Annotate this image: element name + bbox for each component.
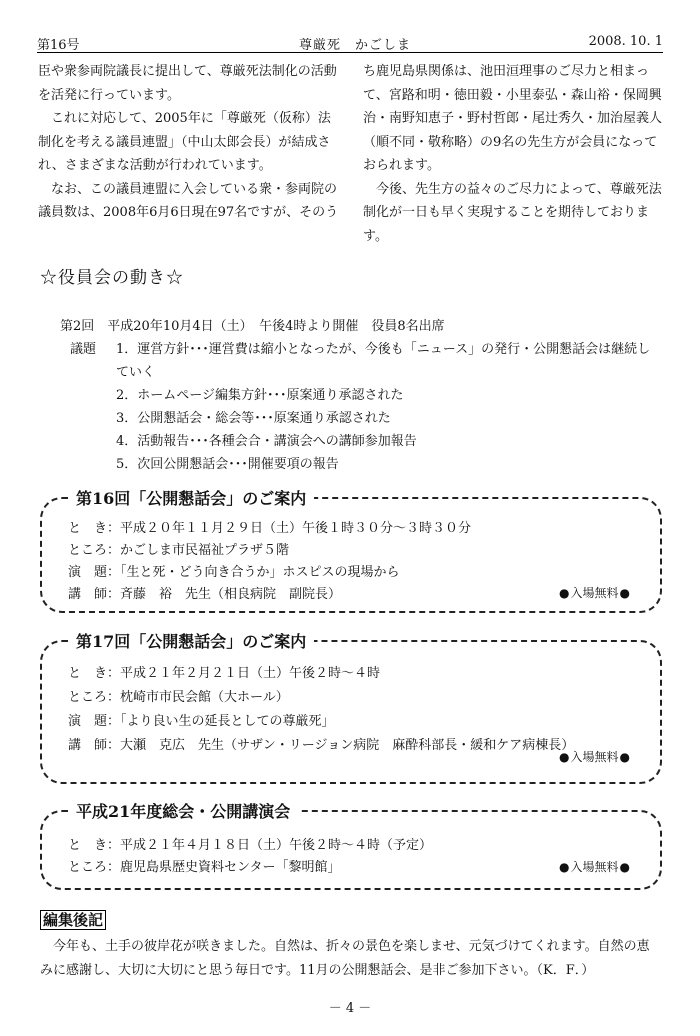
event-topic: 演 題：「より良い生の延長としての尊厳死」 [68, 714, 335, 729]
article-paragraph: なお、この議員連盟に入会している衆・参両院の議員数は、2008年6月6日現在97名ですが、そのう [38, 181, 339, 220]
event-box-16th-meeting [40, 489, 662, 613]
event-datetime: と き：平成２１年２月２１日（土）午後２時～４時 [68, 666, 381, 681]
agenda-item: 4．活動報告･･･各種会合・講演会への講師参加報告 [116, 434, 417, 449]
free-admission-badge: ● 入場無料 ● [559, 858, 630, 875]
meeting-summary: 第2回 平成20年10月4日（土） 午後4時より開催 役員8名出席 [60, 319, 445, 334]
editorial-title: 編集後記 [40, 910, 106, 930]
event-title: 第17回「公開懇話会」のご案内 [68, 629, 314, 652]
article-paragraph: 臣や衆参両院議長に提出して、尊厳死法制化の活動を活発に行っています。 [38, 64, 337, 103]
article-left-column [38, 60, 343, 225]
board-section-title: ☆役員会の動き☆ [40, 268, 184, 288]
article-right-column [363, 60, 663, 248]
event-speaker: 講 師：大瀬 克広 先生（サザン・リージョン病院 麻酔科部長・緩和ケア病棟長） [68, 738, 575, 753]
event-speaker: 講 師：斉藤 裕 先生（相良病院 副院長） [68, 587, 342, 602]
event-datetime: と き：平成２１年４月１８日（土）午後２時～４時（予定） [68, 838, 433, 853]
page-number: － 4 － [328, 1001, 372, 1016]
event-title: 平成21年度総会・公開講演会 [68, 799, 298, 822]
issue-date: 2008. 10. 1 [588, 34, 663, 49]
newsletter-title: 尊厳死 かごしま [299, 38, 412, 53]
event-topic: 演 題：「生と死・どう向き合うか」ホスピスの現場から [68, 565, 400, 580]
agenda-item: 1．運営方針･･･運営費は縮小となったが、今後も「ニュース」の発行・公開懇話会は継続していく [116, 342, 651, 380]
page-header [37, 32, 663, 53]
editorial-body [40, 935, 662, 983]
event-title: 第16回「公開懇話会」のご案内 [68, 486, 314, 509]
agenda-label: 議題 [70, 342, 97, 357]
free-admission-badge: ● 入場無料 ● [559, 748, 630, 765]
article-paragraph: 今後、先生方の益々のご尽力によって、尊厳死法制化が一日も早く実現することを期待しております。 [363, 181, 662, 244]
event-venue: ところ：枕崎市市民会館（大ホール） [68, 690, 289, 705]
agenda-item: 5．次回公開懇話会･･･開催要項の報告 [116, 457, 339, 472]
event-datetime: と き：平成２０年１１月２９日（土）午後１時３０分～３時３０分 [68, 521, 472, 536]
issue-number: 第16号 [37, 38, 80, 53]
event-venue: ところ：かごしま市民福祉プラザ５階 [68, 543, 290, 558]
article-paragraph: これに対応して、2005年に「尊厳死（仮称）法制化を考える議員連盟」（中山太郎会長）が結成され、さまざまな活動が行われています。 [38, 111, 331, 173]
agenda-item: 3．公開懇話会・総会等･･･原案通り承認された [116, 411, 391, 426]
event-box-general-assembly [40, 802, 662, 890]
event-venue: ところ：鹿児島県歴史資料センター「黎明館」 [68, 860, 341, 875]
agenda-item: 2．ホームページ編集方針･･･原案通り承認された [116, 388, 404, 403]
article-paragraph: ち鹿児島県関係は、池田洹理事のご尽力と相まって、宮路和明・徳田毅・小里泰弘・森山裕・保岡興治・南野知恵子・野村哲郎・尾辻秀久・加治屋義人（順不同・敬称略）の9名の先生方が会員になっておられます。 [363, 64, 663, 173]
event-box-17th-meeting [40, 632, 662, 784]
editorial-text: 今年も、土手の彼岸花が咲きました。自然は、折々の景色を楽しませ、元気づけてくれます。自然の恵みに感謝し、大切に大切にと思う毎日です。11月の公開懇話会、是非ご参加下さい。（K．F．） [40, 939, 650, 978]
free-admission-badge: ● 入場無料 ● [559, 584, 630, 601]
